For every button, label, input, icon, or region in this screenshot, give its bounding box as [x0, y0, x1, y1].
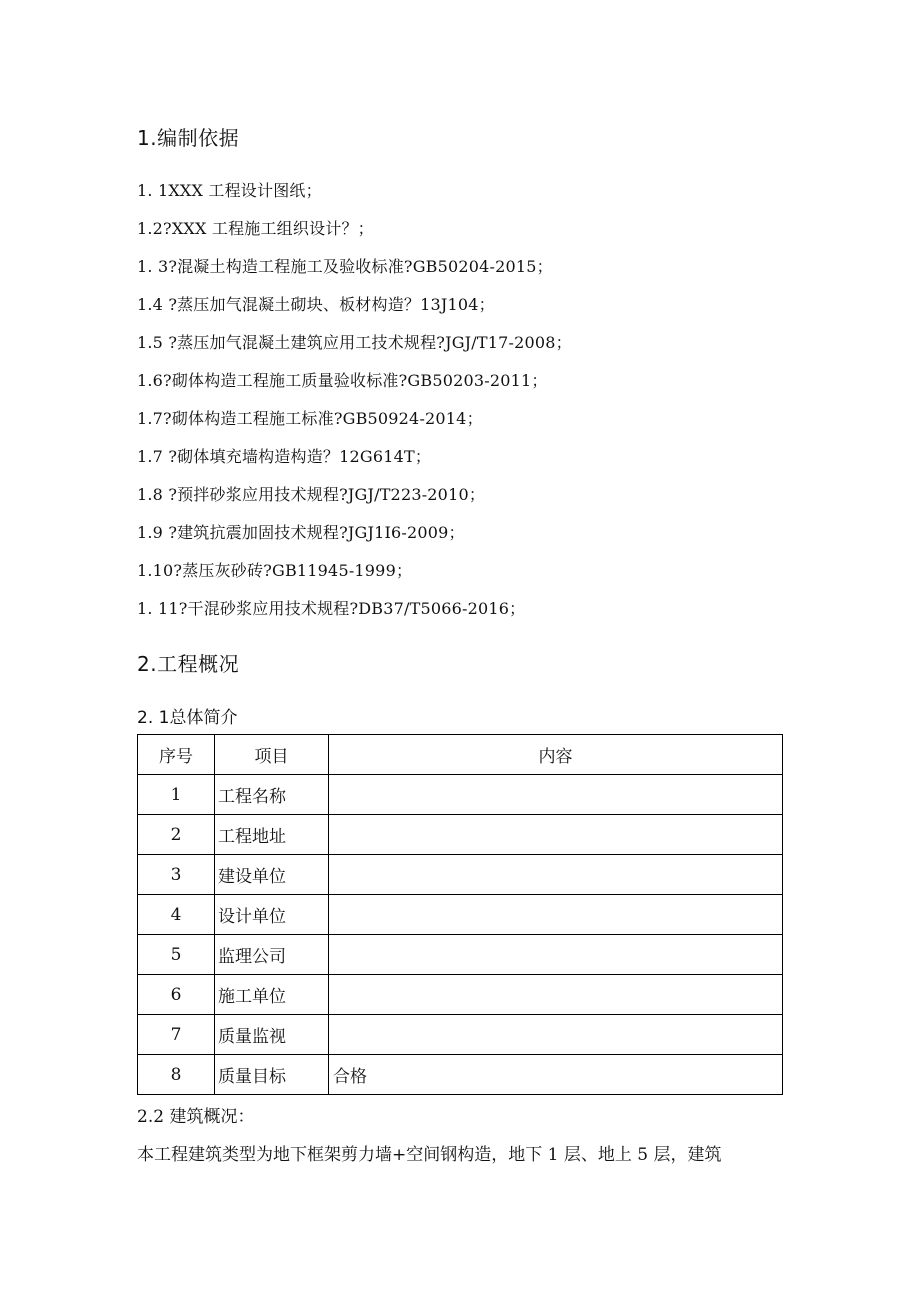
reference-item: 1. 11?干混砂浆应用技术规程?DB37/T5066-2016；	[137, 599, 526, 618]
reference-item: 1. 1XXX 工程设计图纸；	[137, 181, 322, 200]
row-no: 3	[138, 855, 215, 895]
row-no: 4	[138, 895, 215, 935]
reference-item: 1.7 ?砌体填充墙构造构造？12G614T；	[137, 447, 432, 466]
row-no: 2	[138, 815, 215, 855]
building-overview-paragraph: 本工程建筑类型为地下框架剪力墙+空间钢构造，地下 1 层、地上 5 层，建筑	[137, 1145, 722, 1165]
row-content	[329, 1015, 783, 1055]
reference-item: 1.4 ?蒸压加气混凝土砌块、板材构造？13J104；	[137, 295, 495, 314]
row-content	[329, 815, 783, 855]
table-row	[138, 895, 783, 935]
row-content	[329, 975, 783, 1015]
table-row	[138, 975, 783, 1015]
table-row	[138, 815, 783, 855]
subsection-2-1-heading: 2. 1总体简介	[137, 708, 238, 728]
row-content	[329, 855, 783, 895]
table-row	[138, 1055, 783, 1095]
row-item: 监理公司	[215, 935, 329, 975]
reference-item: 1.6?砌体构造工程施工质量验收标准?GB50203-2011；	[137, 371, 548, 390]
reference-item: 1.5 ?蒸压加气混凝土建筑应用工技术规程?JGJ/T17-2008；	[137, 333, 572, 352]
project-overview-table	[137, 734, 783, 1095]
column-header-item: 项目	[215, 735, 329, 775]
reference-item: 1.8 ?预拌砂浆应用技术规程?JGJ/T223-2010；	[137, 485, 486, 504]
row-item: 质量目标	[215, 1055, 329, 1095]
table-header-row	[138, 735, 783, 775]
row-item: 设计单位	[215, 895, 329, 935]
reference-item: 1.7?砌体构造工程施工标准?GB50924-2014；	[137, 409, 483, 428]
table-row	[138, 775, 783, 815]
row-content	[329, 935, 783, 975]
row-no: 5	[138, 935, 215, 975]
reference-item: 1.9 ?建筑抗震加固技术规程?JGJ1I6-2009；	[137, 523, 465, 542]
reference-item: 1.2?XXX 工程施工组织设计？；	[137, 219, 374, 238]
row-content	[329, 895, 783, 935]
row-content	[329, 775, 783, 815]
row-no: 1	[138, 775, 215, 815]
row-item: 工程地址	[215, 815, 329, 855]
row-no: 8	[138, 1055, 215, 1095]
reference-item: 1. 3?混凝土构造工程施工及验收标准?GB50204-2015；	[137, 257, 553, 276]
row-no: 6	[138, 975, 215, 1015]
row-item: 质量监视	[215, 1015, 329, 1055]
reference-item: 1.10?蒸压灰砂砖?GB11945-1999；	[137, 561, 413, 580]
column-header-no: 序号	[138, 735, 215, 775]
table-row	[138, 855, 783, 895]
table-row	[138, 935, 783, 975]
row-no: 7	[138, 1015, 215, 1055]
section-1-heading: 1.编制依据	[137, 126, 240, 150]
table-row	[138, 1015, 783, 1055]
section-2-heading: 2.工程概况	[137, 652, 240, 676]
subsection-2-2-heading: 2.2 建筑概况：	[137, 1107, 255, 1127]
row-content: 合格	[329, 1055, 783, 1095]
row-item: 建设单位	[215, 855, 329, 895]
row-item: 工程名称	[215, 775, 329, 815]
row-item: 施工单位	[215, 975, 329, 1015]
column-header-content: 内容	[329, 735, 783, 775]
